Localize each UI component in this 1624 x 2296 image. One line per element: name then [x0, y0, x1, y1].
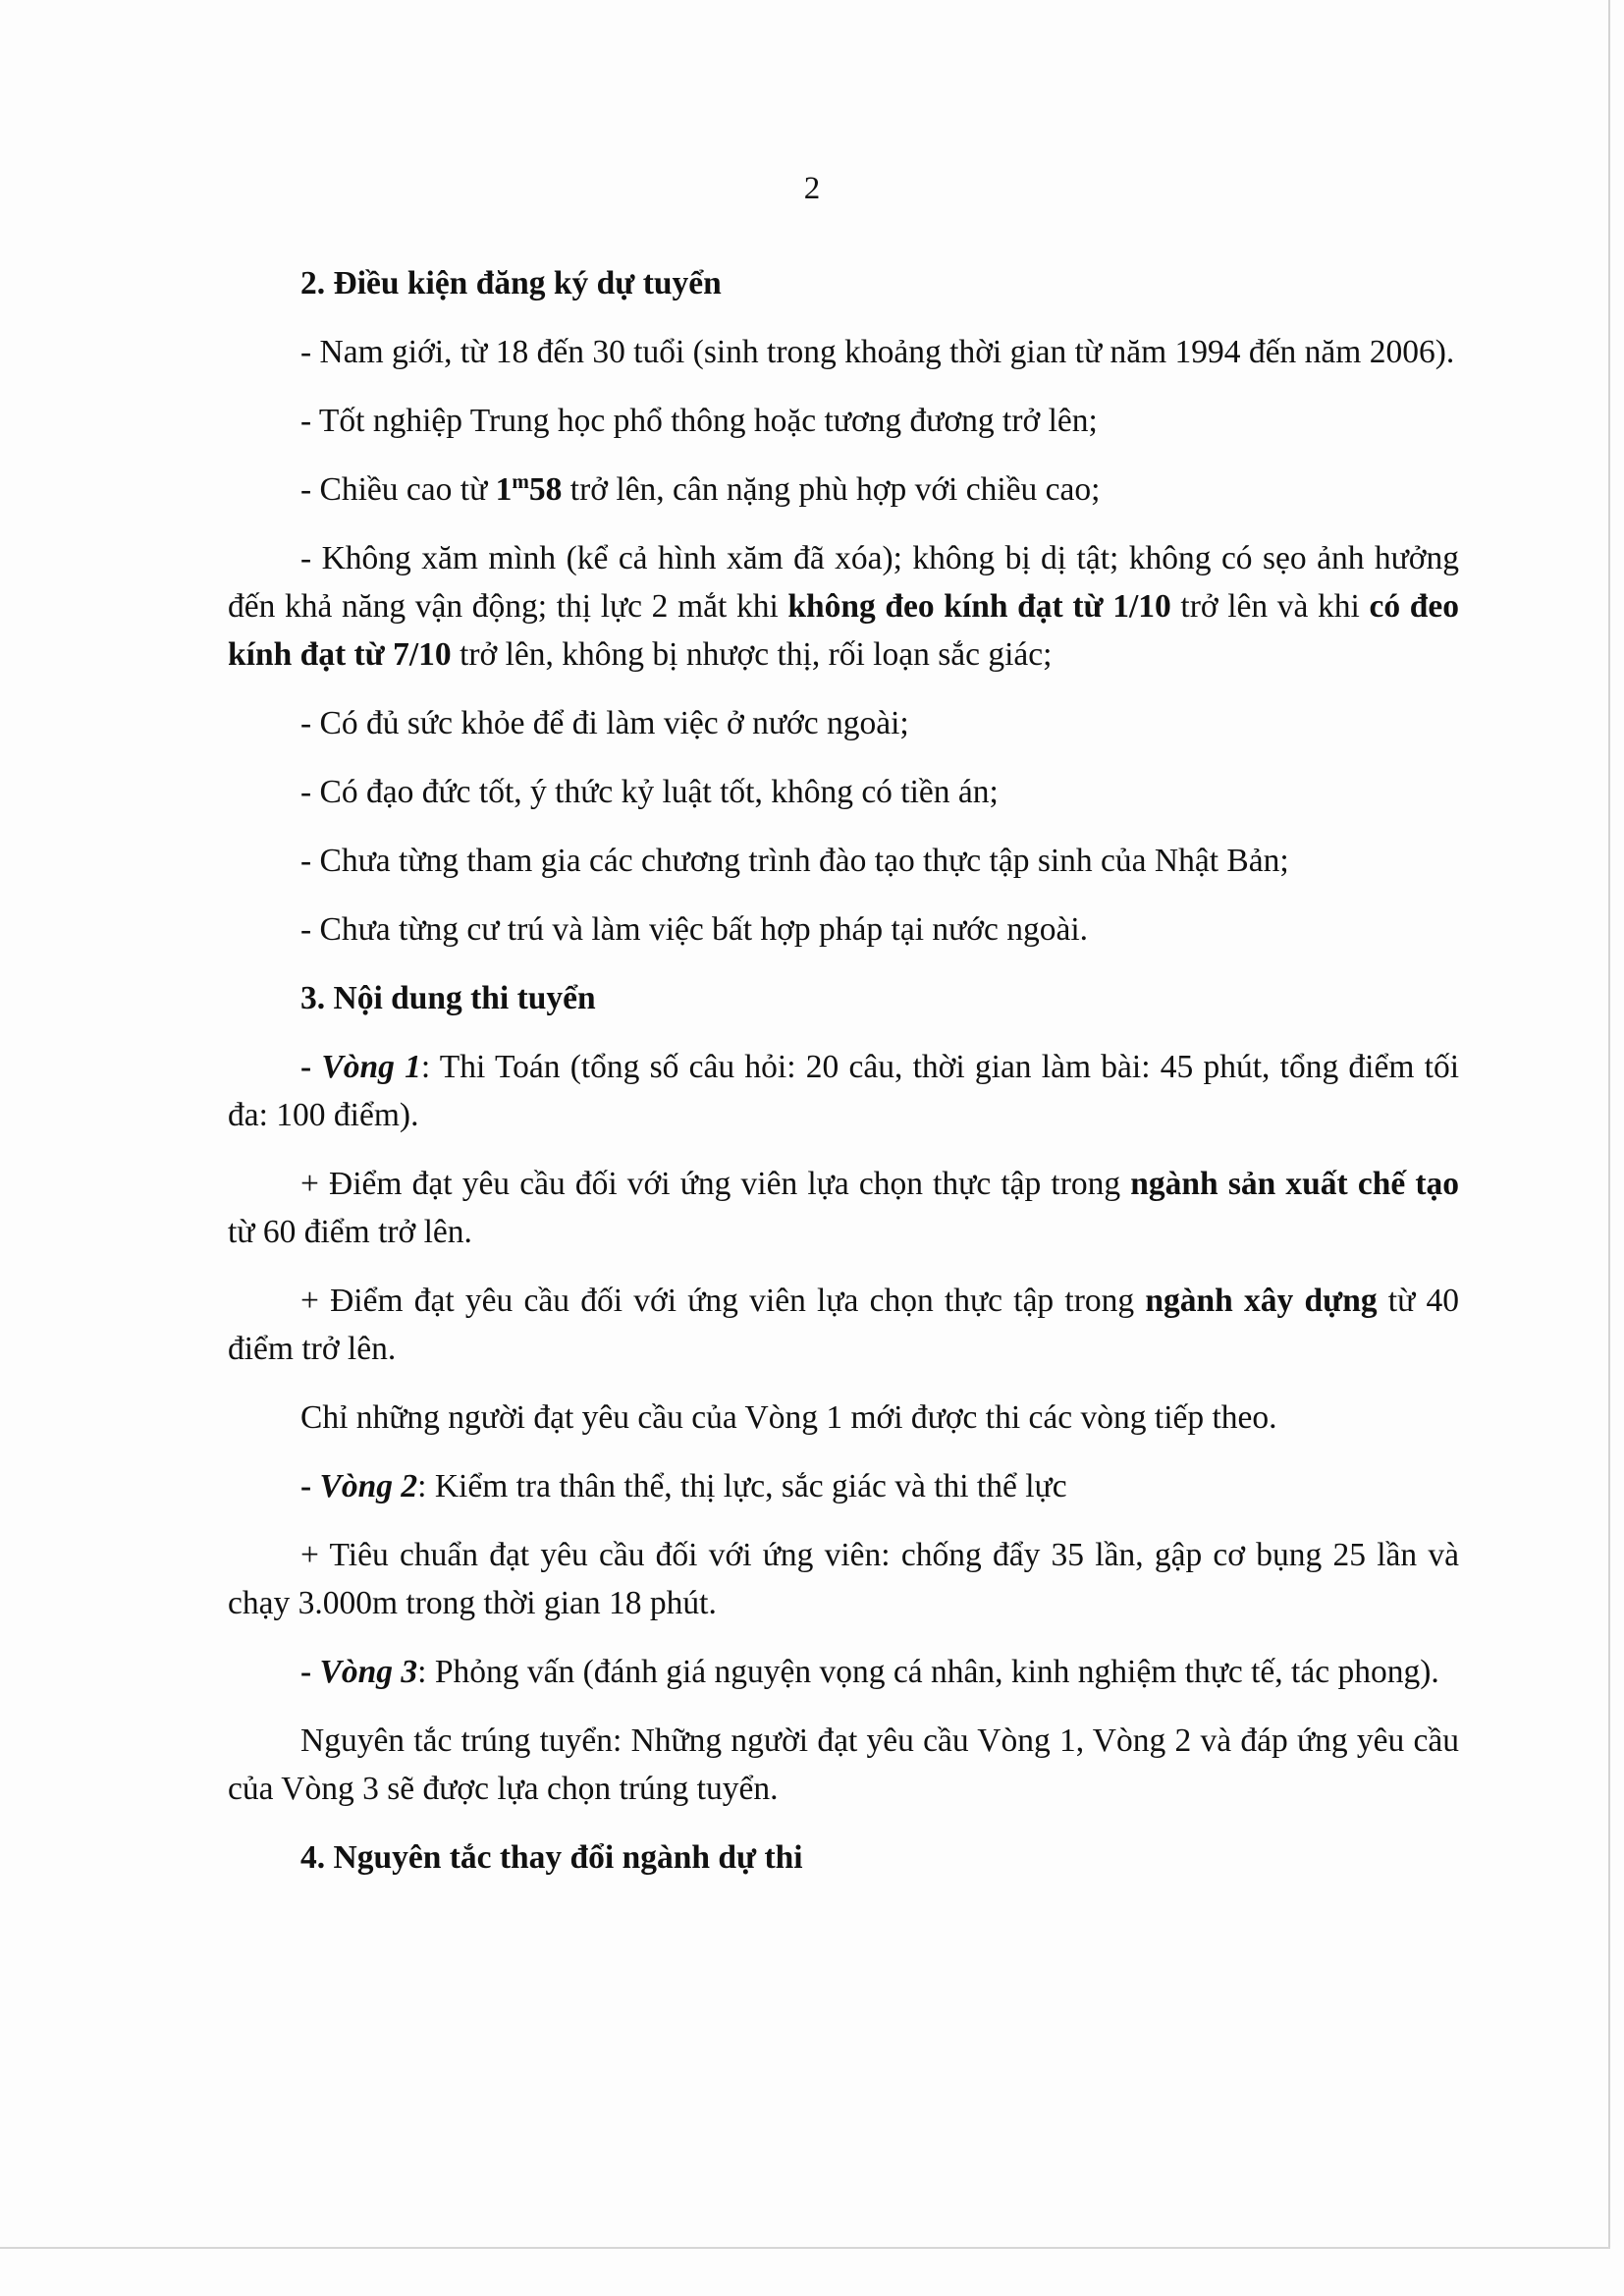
round-3-prefix: - [300, 1654, 320, 1690]
height-value: 1 [495, 471, 513, 508]
round-3 [228, 1648, 1459, 1696]
requirement-education: - Tốt nghiệp Trung học phổ thông hoặc tương đương trở lên; [300, 403, 1098, 439]
round-1-text: : Thi Toán (tổng số câu hỏi: 20 câu, thời gian làm bài: 45 phút, tổng điểm tối đa: 100 điểm). [228, 1049, 1460, 1133]
round-2 [228, 1462, 1459, 1510]
round-1 [228, 1043, 1459, 1139]
score-construction [228, 1277, 1459, 1373]
section-3-heading: 3. Nội dung thi tuyển [300, 980, 596, 1016]
requirement-fitness: - Có đủ sức khỏe để đi làm việc ở nước ngoài; [300, 705, 909, 741]
fitness-standard: + Tiêu chuẩn đạt yêu cầu đối với ứng viên: chống đẩy 35 lần, gập cơ bụng 25 lần và chạy 3.000m trong thời gian 18 phút. [228, 1537, 1459, 1621]
health-with-glasses: có đeo kính đạt từ 7/10 [228, 588, 1460, 673]
page-number: 2 [803, 171, 821, 206]
construction-bold: ngành xây dựng [1145, 1283, 1378, 1319]
requirement-health [228, 534, 1459, 679]
requirement-ethics: - Có đạo đức tốt, ý thức kỷ luật tốt, không có tiền án; [300, 774, 999, 810]
round-2-text: : Kiểm tra thân thể, thị lực, sắc giác và thi thể lực [417, 1468, 1067, 1504]
section-2-heading: 2. Điều kiện đăng ký dự tuyển [300, 265, 722, 301]
construction-post: từ 40 điểm trở lên. [228, 1283, 1459, 1367]
health-text-c: trở lên và khi [1170, 588, 1370, 625]
manufacturing-post: từ 60 điểm trở lên. [228, 1214, 472, 1250]
health-no-glasses: không đeo kính đạt từ 1/10 [787, 588, 1171, 625]
score-manufacturing [228, 1160, 1459, 1256]
height-text-post: trở lên, cân nặng phù hợp với chiều cao; [562, 471, 1101, 508]
requirement-no-program: - Chưa từng tham gia các chương trình đào tạo thực tập sinh của Nhật Bản; [300, 843, 1289, 879]
round-2-label: Vòng 2 [319, 1468, 418, 1504]
requirement-no-illegal: - Chưa từng cư trú và làm việc bất hợp pháp tại nước ngoài. [300, 911, 1089, 948]
requirement-age: - Nam giới, từ 18 đến 30 tuổi (sinh trong khoảng thời gian từ năm 1994 đến năm 2006). [300, 334, 1455, 370]
scan-edge-bottom [0, 2247, 1610, 2249]
round-3-label: Vòng 3 [319, 1654, 418, 1690]
health-text-e: trở lên, không bị nhược thị, rối loạn sắc giác; [451, 636, 1053, 673]
selection-principle: Nguyên tắc trúng tuyển: Những người đạt yêu cầu Vòng 1, Vòng 2 và đáp ứng yêu cầu của Vòng 3 sẽ được lựa chọn trúng tuyển. [228, 1722, 1459, 1807]
section-4-heading: 4. Nguyên tắc thay đổi ngành dự thi [300, 1839, 803, 1876]
document-body [228, 259, 1459, 1902]
height-text-pre: - Chiều cao từ [300, 471, 496, 508]
round-1-prefix: - [300, 1049, 322, 1085]
height-unit-sup: m [512, 468, 529, 493]
height-value-2: 58 [528, 471, 563, 508]
round-1-label: Vòng 1 [321, 1049, 421, 1085]
health-text-a: - Không xăm mình (kể cả hình xăm đã xóa); không bị dị tật; không có sẹo ảnh hưởng đến khả năng vận động; thị lực 2 mắt khi [228, 540, 1459, 625]
only-pass-note: Chỉ những người đạt yêu cầu của Vòng 1 mới được thi các vòng tiếp theo. [300, 1399, 1277, 1436]
scan-edge-right [1608, 0, 1610, 2249]
round-2-prefix: - [300, 1468, 320, 1504]
manufacturing-bold: ngành sản xuất chế tạo [1130, 1166, 1459, 1202]
round-3-text: : Phỏng vấn (đánh giá nguyện vọng cá nhân, kinh nghiệm thực tế, tác phong). [417, 1654, 1439, 1690]
manufacturing-pre: + Điểm đạt yêu cầu đối với ứng viên lựa chọn thực tập trong [300, 1166, 1131, 1202]
requirement-height [228, 465, 1459, 514]
construction-pre: + Điểm đạt yêu cầu đối với ứng viên lựa chọn thực tập trong [300, 1283, 1146, 1319]
